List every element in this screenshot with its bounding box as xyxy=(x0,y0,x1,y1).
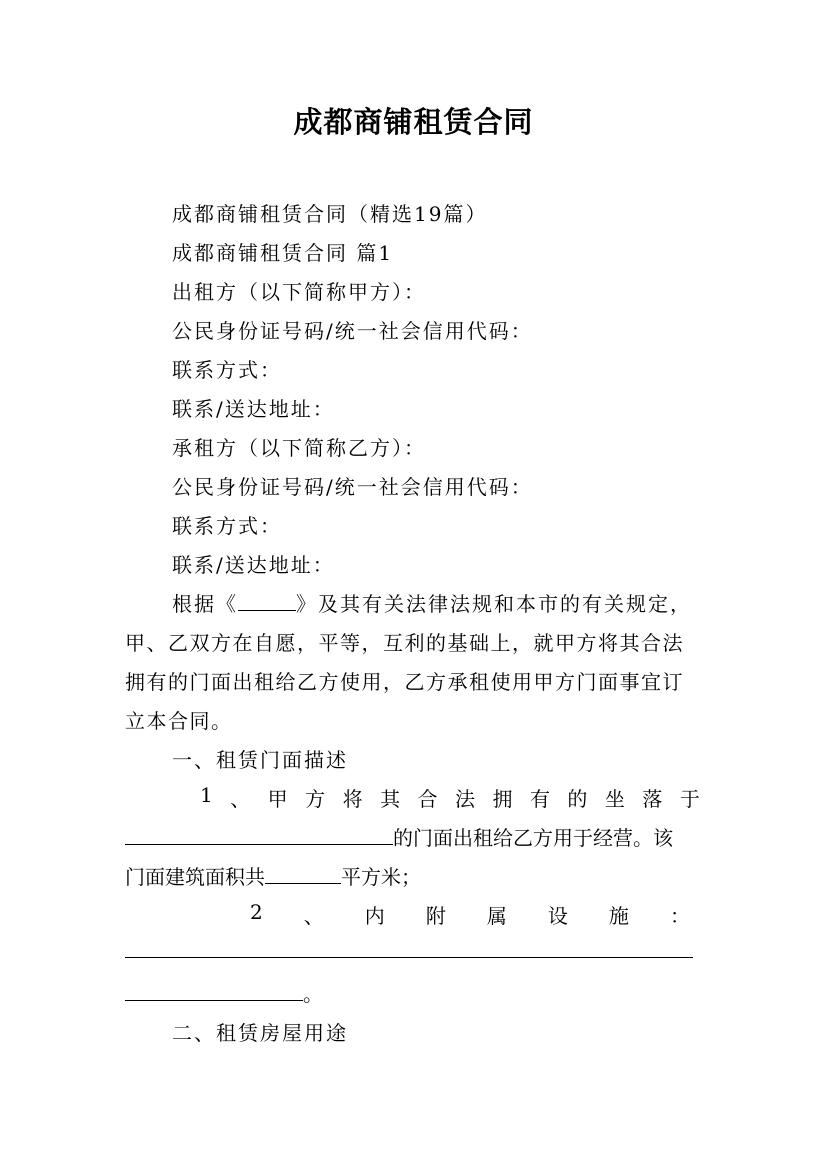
text-line: 联系方式： xyxy=(172,514,282,538)
paragraph-text: 》及其有关法律法规和本市的有关规定， xyxy=(296,592,692,616)
section-heading: 二、租赁房屋用途 xyxy=(172,1021,348,1045)
text-line: 联系/送达地址： xyxy=(172,397,335,421)
document-title: 成都商铺租赁合同 xyxy=(293,105,534,139)
paragraph-line: 甲、乙双方在自愿，平等，互利的基础上，就甲方将其合法 xyxy=(125,631,684,655)
text-line: 公民身份证号码/统一社会信用代码： xyxy=(172,475,533,499)
clause-char: 的 xyxy=(567,787,588,811)
clause-char: 1 xyxy=(200,783,213,807)
paragraph-line xyxy=(172,588,692,617)
clause-char: 属 xyxy=(486,904,507,928)
clause-line xyxy=(125,822,700,851)
text-line: 联系/送达地址： xyxy=(172,553,335,577)
clause-char: 设 xyxy=(547,904,568,928)
text-line: 成都商铺租赁合同 篇1 xyxy=(172,241,394,265)
clause-char: 有 xyxy=(529,787,550,811)
clause-char: 坐 xyxy=(604,787,625,811)
blank-underline xyxy=(265,865,341,884)
paragraph-line: 立本合同。 xyxy=(125,709,233,733)
clause-char: 其 xyxy=(380,787,401,811)
clause-line xyxy=(125,978,700,1007)
clause-char: 于 xyxy=(679,787,700,811)
clause-text: 门面建筑面积共 xyxy=(125,865,265,889)
clause-char: 施 xyxy=(608,904,629,928)
clause-text: 平方米； xyxy=(341,865,421,889)
text-line: 承租方（以下简称乙方）： xyxy=(172,436,426,460)
clause-char: 合 xyxy=(417,787,438,811)
clause-line xyxy=(250,900,690,929)
clause-text: 。 xyxy=(303,982,323,1006)
clause-char: 2 xyxy=(250,900,263,924)
blank-underline xyxy=(125,939,693,958)
blank-underline xyxy=(125,982,303,1001)
clause-char: 拥 xyxy=(492,787,513,811)
clause-char: 方 xyxy=(305,787,326,811)
blank-underline xyxy=(238,592,296,611)
clause-char: 落 xyxy=(642,787,663,811)
clause-char: 将 xyxy=(342,787,363,811)
clause-line xyxy=(125,861,700,890)
clause-line xyxy=(125,939,700,963)
clause-text: 的门面出租给乙方用于经营。该 xyxy=(393,826,673,850)
clause-char: 甲 xyxy=(267,787,288,811)
clause-char: 内 xyxy=(364,904,385,928)
text-line: 成都商铺租赁合同（精选19篇） xyxy=(172,202,488,226)
clause-char: 法 xyxy=(455,787,476,811)
clause-char: ： xyxy=(669,904,690,928)
clause-char: 、 xyxy=(303,904,324,928)
text-line: 联系方式： xyxy=(172,358,282,382)
clause-char: 附 xyxy=(425,904,446,928)
section-heading: 一、租赁门面描述 xyxy=(172,748,348,772)
text-line: 出租方（以下简称甲方）： xyxy=(172,280,426,304)
paragraph-text: 根据《 xyxy=(172,592,238,616)
clause-line xyxy=(200,783,700,812)
clause-char: 、 xyxy=(230,787,251,811)
blank-underline xyxy=(125,826,393,845)
text-line: 公民身份证号码/统一社会信用代码： xyxy=(172,319,533,343)
paragraph-line: 拥有的门面出租给乙方使用，乙方承租使用甲方门面事宜订 xyxy=(125,670,684,694)
